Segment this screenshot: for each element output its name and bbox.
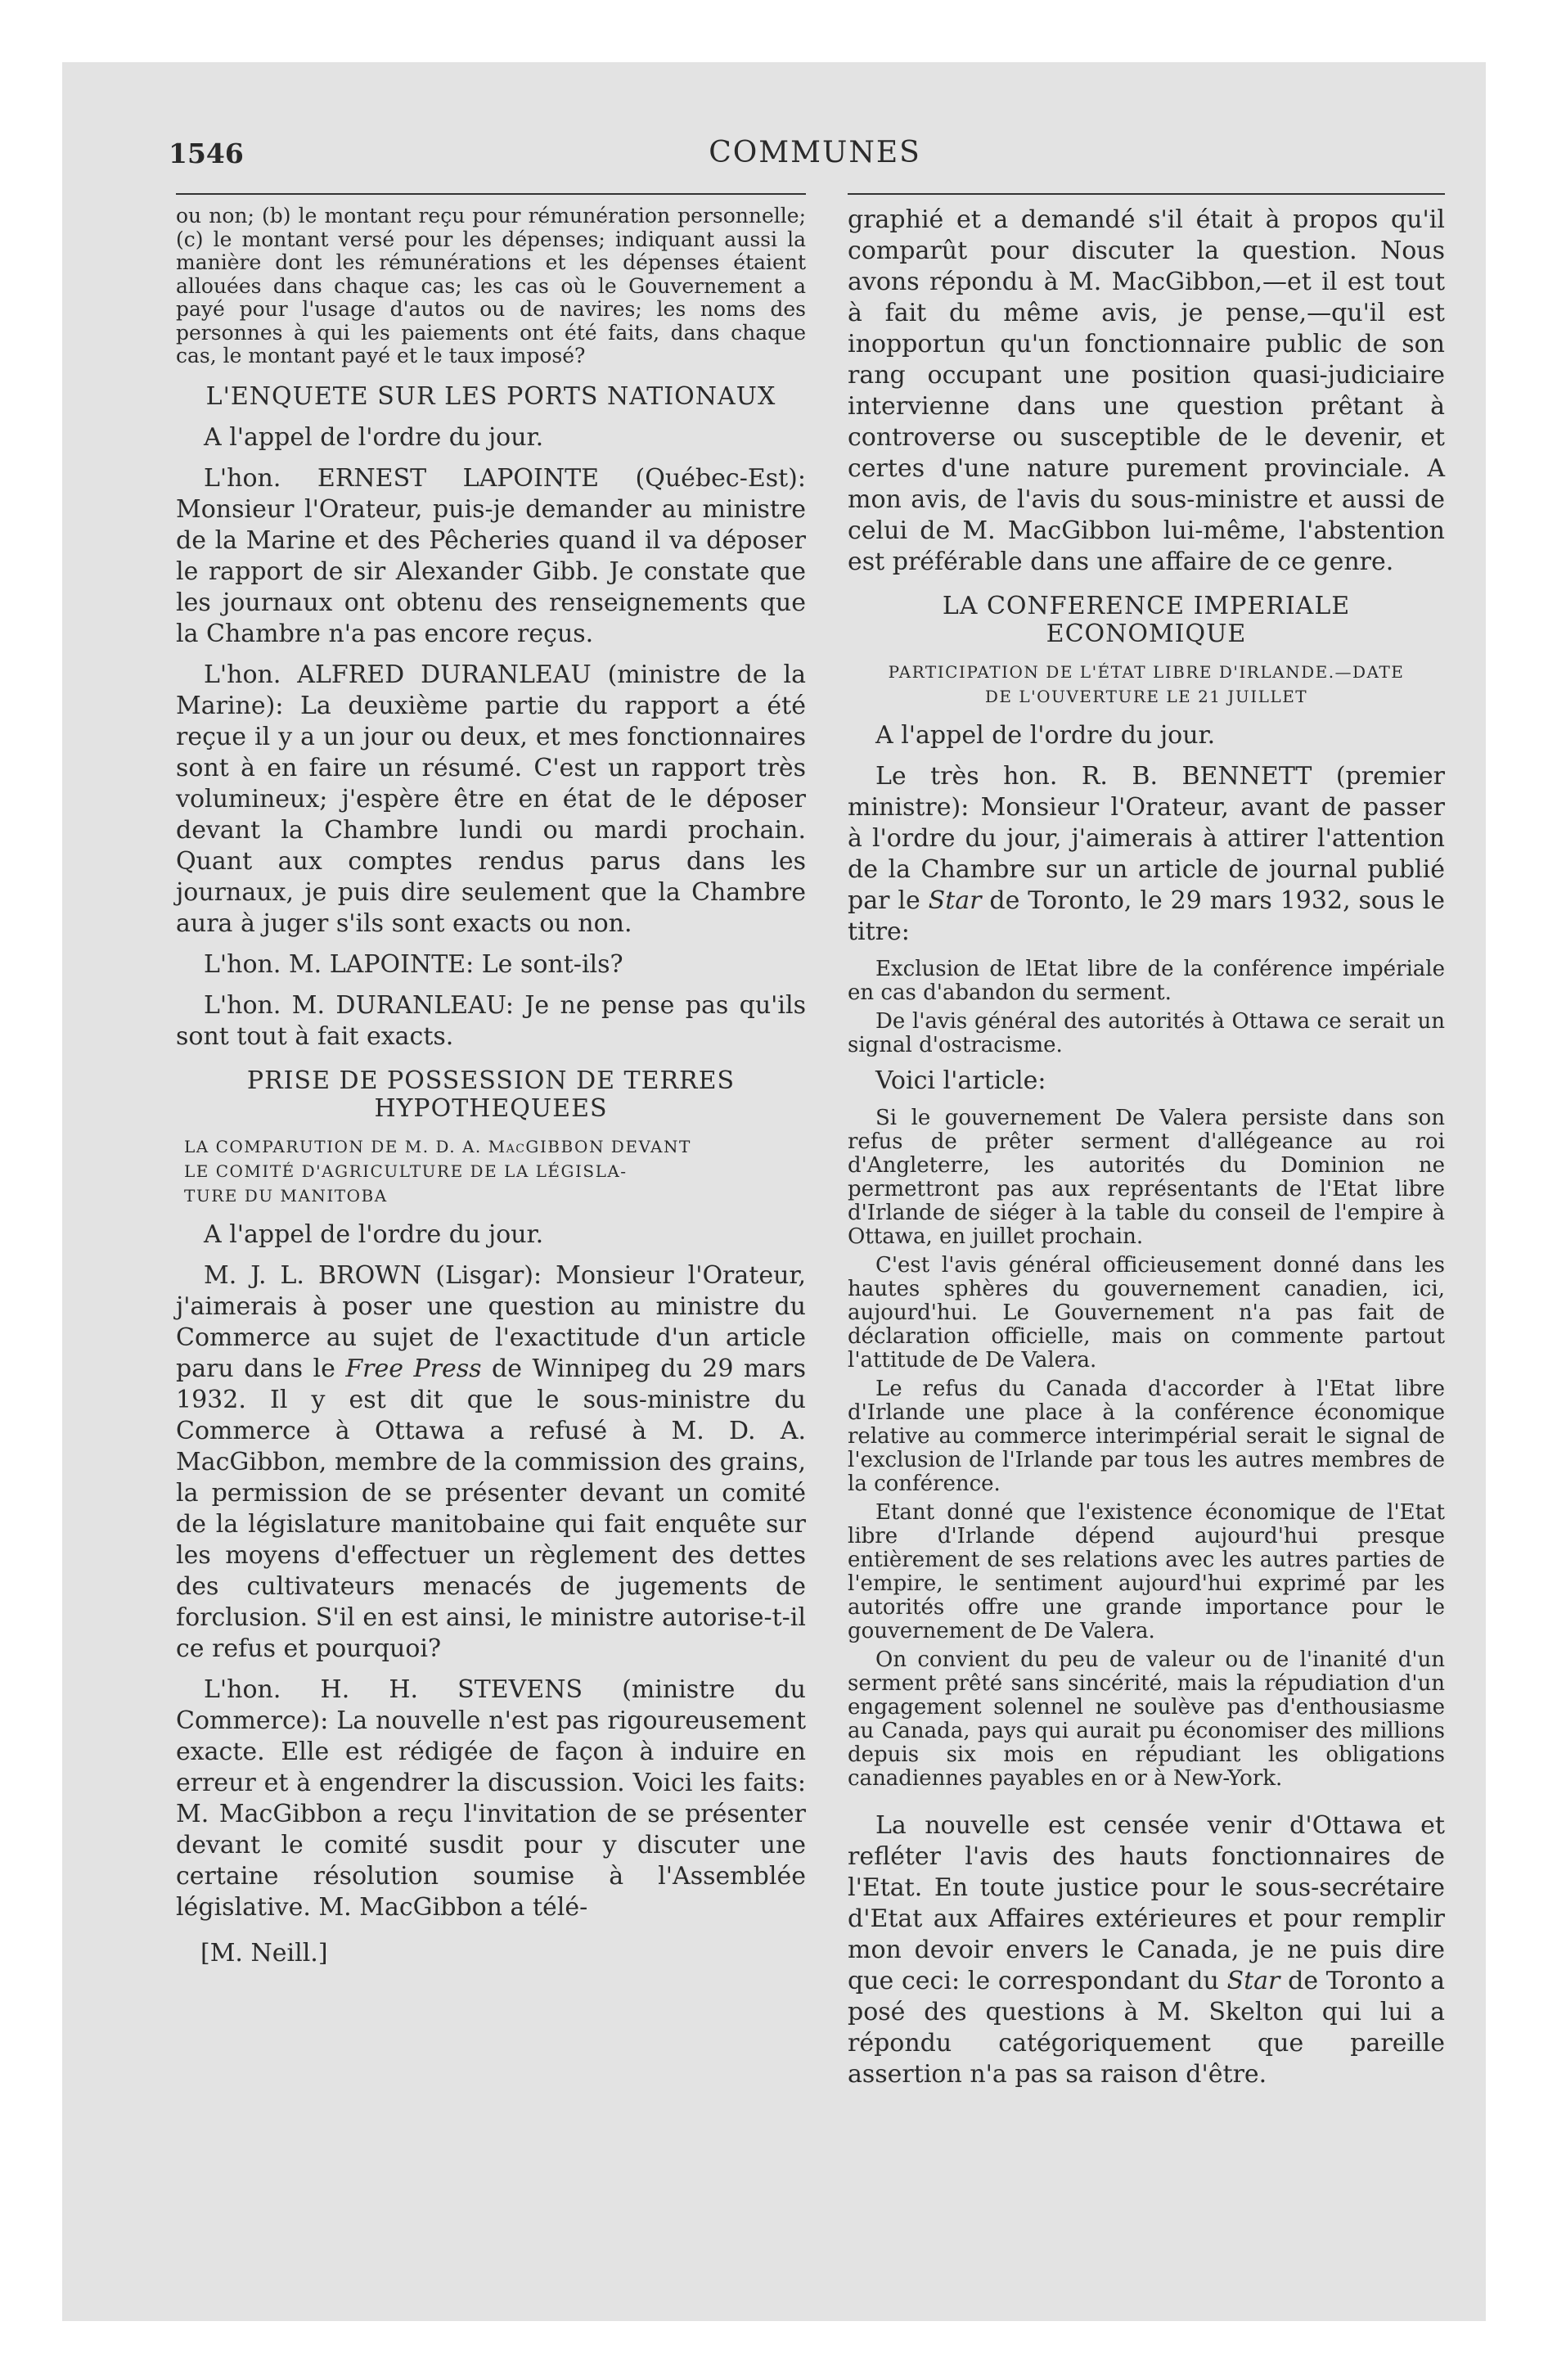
right-column <box>848 205 1445 2100</box>
quoted-paragraph: C'est l'avis général officieusement donné dans les hautes sphères du gouvernement canadien, ici, aujourd'hui. Le Gouvernement n'a pas fait de déclaration officielle, mais on commente partout l'attitude de De Valera. <box>848 1253 1445 1373</box>
header-rule-left <box>176 193 806 195</box>
text-run: de Winnipeg du 29 mars 1932. Il y est dit que le sous-ministre du Commerce à Ottawa a refusé à M. D. A. MacGibbon, membre de la commission des grains, la permission de se présenter devant un comité de la législature manitobaine qui fait enquête sur les moyens d'effectuer un règlement des dettes des cultivateurs menacés de jugements de forclusion. S'il en est ainsi, le ministre autorise-t-il ce refus et pourquoi? <box>176 1354 806 1663</box>
italic-text: Free Press <box>345 1354 482 1383</box>
paragraph: ou non; (b) le montant reçu pour rémunération personnelle; (c) le montant versé pour les dépenses; indiquant aussi la manière dont les rémunérations et les dépenses étaient allouées dans chaque cas; les cas où le Gouvernement a payé pour l'usage d'autos ou de navires; les noms des personnes à qui les paiements ont été faits, dans chaque cas, le montant payé et le taux imposé? <box>176 204 806 367</box>
text-run: M. J. L. BROWN (Lisgar): Monsieur l'Orateur, j'aimerais à poser une question au ministre du Commerce au sujet de l'exactitude d'un article paru dans le <box>176 1260 806 1383</box>
paragraph: A l'appel de l'ordre du jour. <box>204 1219 544 1249</box>
footer-reference: [M. Neill.] <box>200 1938 328 1968</box>
quoted-paragraph: On convient du peu de valeur ou de l'inanité d'un serment prêté sans sincérité, mais la répudiation d'un engagement solennel ne soulève pas d'enthousiasme au Canada, pays qui aurait pu économiser des millions depuis six mois en répudiant les obligations canadiennes payables en or à New-York. <box>848 1648 1445 1791</box>
paragraph: L'hon. H. H. STEVENS (ministre du Commerce): La nouvelle n'est pas rigoureusement exacte. Elle est rédigée de façon à induire en erreur et à engendrer la discussion. Voici les faits: M. MacGibbon a reçu l'invitation de se présenter devant le comité susdit pour y discuter une certaine résolution soumise à l'Assemblée législative. M. MacGibbon a télé- <box>176 1675 806 1922</box>
header-rule-right <box>848 193 1445 195</box>
paragraph: Voici l'article: <box>875 1066 1046 1095</box>
paragraph: L'hon. ALFRED DURANLEAU (ministre de la Marine): La deuxième partie du rapport a été reçue il y a un jour ou deux, et mes fonctionnaires sont à en faire un résumé. C'est un rapport très volumineux; j'espère être en état de le déposer devant la Chambre lundi ou mardi prochain. Quant aux comptes rendus parus dans les journaux, je puis dire seulement que la Chambre aura à juger s'ils sont exacts ou non. <box>176 660 806 938</box>
paragraph: A l'appel de l'ordre du jour. <box>204 422 544 452</box>
text-run: La nouvelle est censée venir d'Ottawa et refléter l'avis des hauts fonctionnaires de l'Etat. En toute justice pour le sous-secrétaire d'Etat aux Affaires extérieures et pour remplir mon devoir envers le Canada, je ne puis dire que ceci: le correspondant du <box>848 1811 1445 1995</box>
quoted-paragraph: Le refus du Canada d'accorder à l'Etat libre d'Irlande une place à la conférence économique relative au commerce interimpérial serait le signal de l'exclusion de l'Irlande par tous les autres membres de la conférence. <box>848 1377 1445 1496</box>
left-column <box>176 205 806 1969</box>
subheading-line: TURE DU MANITOBA <box>184 1185 388 1206</box>
quoted-paragraph: Si le gouvernement De Valera persiste dans son refus de prêter serment d'allégeance au roi d'Angleterre, les autorités du Dominion ne permettront pas aux représentants de l'Etat libre d'Irlande de siéger à la table du conseil de l'empire à Ottawa, en juillet prochain. <box>848 1106 1445 1249</box>
subheading-line: LA COMPARUTION DE M. D. A. MacGIBBON DEVANT <box>184 1136 691 1156</box>
quoted-paragraph: Etant donné que l'existence économique de l'Etat libre d'Irlande dépend aujourd'hui presque entièrement de ses relations avec les autres parties de l'empire, le sentiment aujourd'hui exprimé par les autorités offre une grande importance pour le gouvernement de De Valera. <box>848 1500 1445 1643</box>
subheading-line: DE L'OUVERTURE LE 21 JUILLET <box>984 687 1308 706</box>
page-header <box>160 133 1469 174</box>
paragraph <box>848 761 1445 948</box>
subheading-line: PARTICIPATION DE L'ÉTAT LIBRE D'IRLANDE.—DATE <box>888 662 1405 682</box>
text-run: Le très hon. R. B. BENNETT (premier ministre): Monsieur l'Orateur, avant de passer à l'ordre du jour, j'aimerais à attirer l'attention de la Chambre sur un article de journal publié par le <box>848 762 1445 915</box>
section-heading: PRISE DE POSSESSION DE TERRES HYPOTHEQUEES <box>246 1066 736 1123</box>
quoted-paragraph: De l'avis général des autorités à Ottawa ce serait un signal d'ostracisme. <box>848 1009 1445 1057</box>
page-number: 1546 <box>169 137 244 169</box>
section-subheading <box>176 1134 806 1208</box>
section-subheading <box>848 660 1445 709</box>
section-heading: LA CONFERENCE IMPERIALE ECONOMIQUE <box>942 592 1351 648</box>
paragraph: L'hon. M. DURANLEAU: Je ne pense pas qu'ils sont tout à fait exacts. <box>176 990 806 1051</box>
paragraph: graphié et a demandé s'il était à propos qu'il comparût pour discuter la question. Nous avons répondu à M. MacGibbon,—et il est tout à fait du même avis, je pense,—qu'il est inopportun qu'un fonctionnaire public de son rang occupant une position quasi-judiciaire intervienne dans une question prêtant à controverse ou susceptible de le devenir, et certes d'une nature purement provinciale. A mon avis, de l'avis du sous-ministre et aussi de celui de M. MacGibbon lui-même, l'abstention est préférable dans une affaire de ce genre. <box>848 205 1445 576</box>
paragraph: L'hon. ERNEST LAPOINTE (Québec-Est): Monsieur l'Orateur, puis-je demander au ministre de la Marine et des Pêcheries quand il va déposer le rapport de sir Alexander Gibb. Je constate que les journaux ont obtenu des renseignements que la Chambre n'a pas encore reçus. <box>176 463 806 648</box>
text-run: de Toronto, le 29 mars 1932, sous le titre: <box>848 886 1445 946</box>
italic-text: Star <box>928 886 982 915</box>
quoted-paragraph: Exclusion de lEtat libre de la conférence impériale en cas d'abandon du serment. <box>848 957 1445 1005</box>
subheading-line: LE COMITÉ D'AGRICULTURE DE LA LÉGISLA- <box>184 1161 628 1181</box>
paragraph <box>848 1810 1445 2090</box>
text-run: de Toronto a posé des questions à M. Skelton qui lui a répondu catégoriquement que pareille assertion n'a pas sa raison d'être. <box>848 1967 1445 2089</box>
paragraph: L'hon. M. LAPOINTE: Le sont-ils? <box>204 949 623 979</box>
section-heading: L'ENQUETE SUR LES PORTS NATIONAUX <box>205 381 776 411</box>
paragraph <box>176 1260 806 1665</box>
paragraph: A l'appel de l'ordre du jour. <box>875 721 1216 750</box>
italic-text: Star <box>1226 1967 1280 1995</box>
running-head: COMMUNES <box>709 136 921 169</box>
